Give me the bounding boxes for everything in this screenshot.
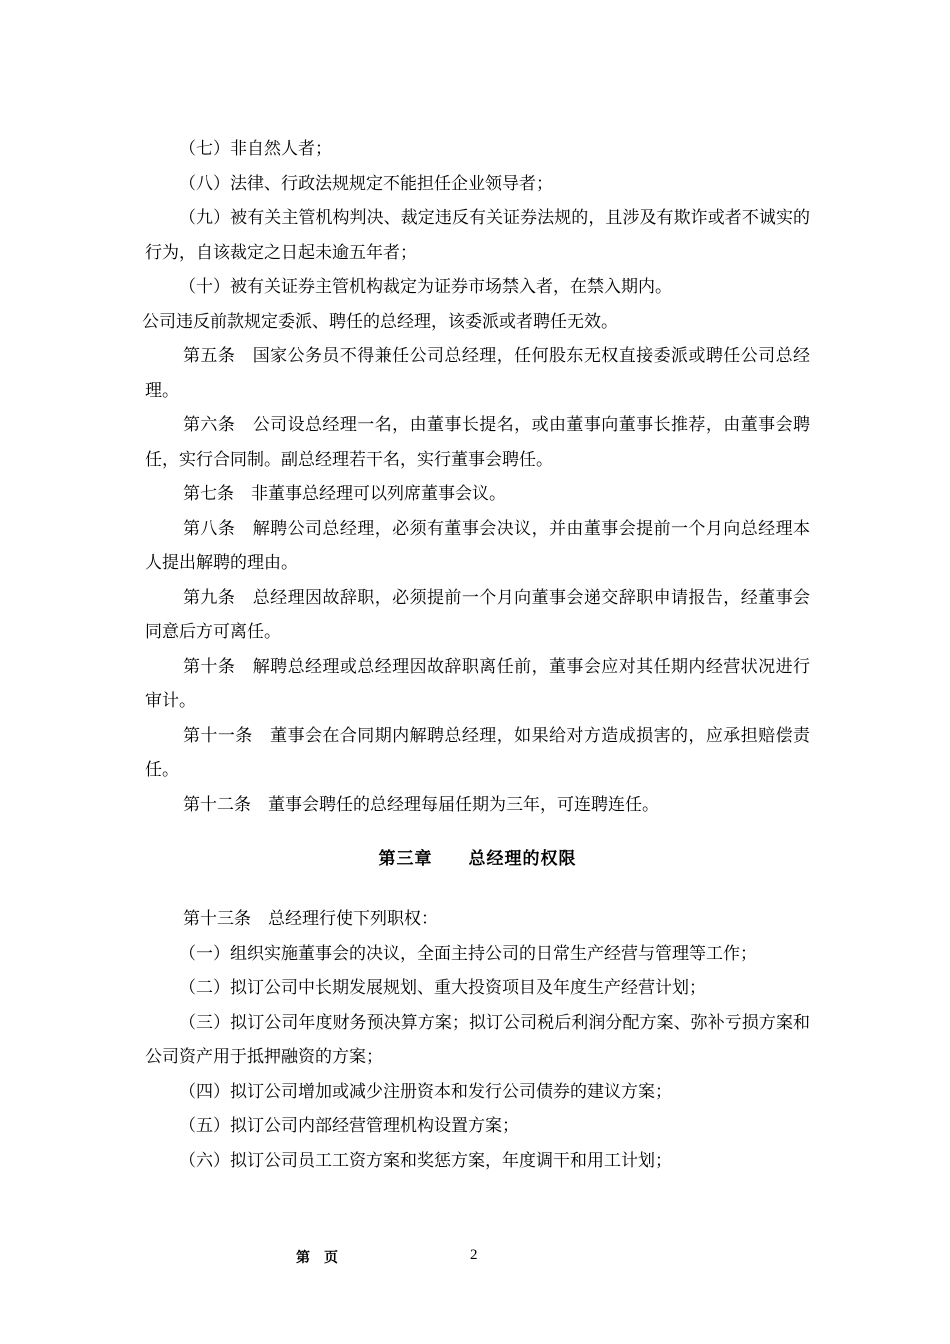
paragraph: 第七条 非董事总经理可以列席董事会议。 — [183, 484, 506, 504]
paragraph: （四）拟订公司增加或减少注册资本和发行公司债券的建议方案； — [179, 1081, 672, 1102]
paragraph: 第十条 解聘总经理或总经理因故辞职离任前，董事会应对其任期内经营状况进行审计。 — [145, 656, 810, 711]
paragraph: 第十一条 董事会在合同期内解聘总经理，如果给对方造成损害的，应承担赔偿责任。 — [145, 725, 810, 780]
paragraph: 第六条 公司设总经理一名，由董事长提名，或由董事向董事长推荐，由董事会聘任，实行合同制。副总经理若干名，实行董事会聘任。 — [145, 415, 810, 470]
paragraph: 第五条 国家公务员不得兼任公司总经理，任何股东无权直接委派或聘任公司总经理。 — [145, 346, 810, 401]
paragraph: 第十三条 总经理行使下列职权： — [183, 909, 438, 929]
paragraph: （二）拟订公司中长期发展规划、重大投资项目及年度生产经营计划； — [179, 978, 706, 998]
paragraph: 第九条 总经理因故辞职，必须提前一个月向董事会递交辞职申请报告，经董事会同意后方可离任。 — [145, 587, 810, 642]
paragraph: 第八条 解聘公司总经理，必须有董事会决议，并由董事会提前一个月向总经理本人提出解聘的理由。 — [145, 518, 810, 573]
paragraph-list-top — [142, 132, 810, 822]
paragraph: （三）拟订公司年度财务预决算方案；拟订公司税后利润分配方案、弥补亏损方案和公司资产用于抵押融资的方案； — [145, 1012, 810, 1067]
paragraph: （十）被有关证券主管机构裁定为证券市场禁入者，在禁入期内。 — [179, 277, 672, 297]
paragraph: （一）组织实施董事会的决议，全面主持公司的日常生产经营与管理等工作； — [179, 943, 757, 964]
paragraph-list-bottom — [145, 902, 810, 1178]
paragraph: （五）拟订公司内部经营管理机构设置方案； — [179, 1116, 519, 1136]
footer-page-label: 第页 — [296, 1250, 352, 1266]
paragraph: （九）被有关主管机构判决、裁定违反有关证券法规的，且涉及有欺诈或者不诚实的行为，自该裁定之日起未逾五年者； — [145, 208, 810, 263]
chapter-number: 第三章 — [378, 849, 433, 869]
paragraph: （八）法律、行政法规规定不能担任企业领导者； — [179, 173, 553, 194]
chapter-title: 总经理的权限 — [468, 849, 577, 869]
page-footer — [0, 1247, 950, 1271]
paragraph: 公司违反前款规定委派、聘任的总经理，该委派或者聘任无效。 — [142, 311, 618, 332]
paragraph: （六）拟订公司员工工资方案和奖惩方案，年度调干和用工计划； — [179, 1150, 672, 1171]
document-body — [142, 132, 810, 1178]
footer-page-number: 2 — [470, 1247, 478, 1263]
paragraph: 第十二条 董事会聘任的总经理每届任期为三年，可连聘连任。 — [183, 794, 659, 815]
paragraph: （七）非自然人者； — [179, 139, 332, 159]
chapter-heading — [145, 842, 810, 876]
